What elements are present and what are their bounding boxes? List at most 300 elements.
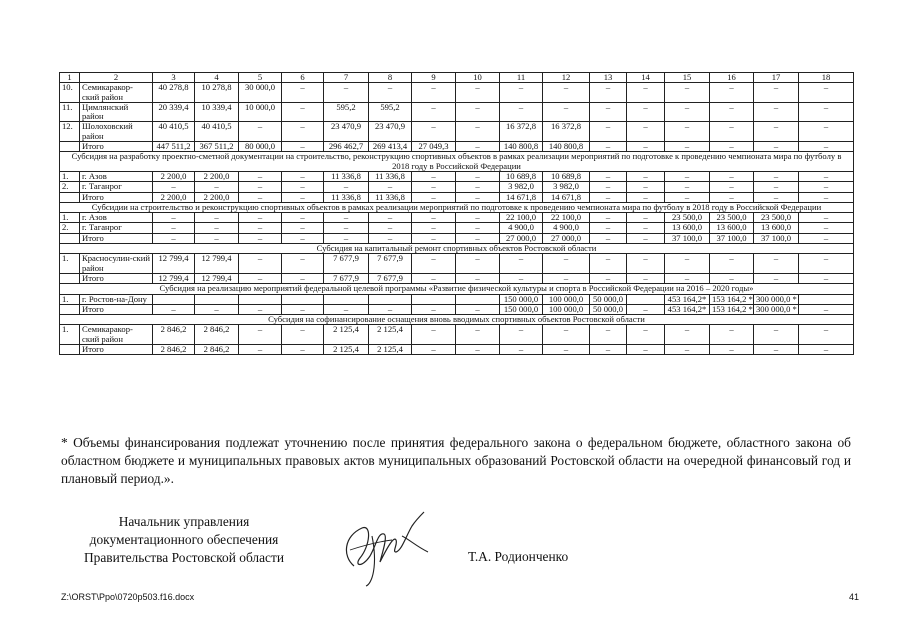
table-row <box>60 83 854 103</box>
page-number: 41 <box>848 592 859 602</box>
amount-cell: – <box>799 213 854 223</box>
amount-cell: – <box>153 223 195 233</box>
amount-cell: – <box>282 233 324 243</box>
amount-cell: 7 677,9 <box>369 254 412 274</box>
territory-cell: Итого <box>80 345 153 355</box>
amount-cell <box>195 294 239 304</box>
amount-cell: – <box>710 122 754 142</box>
amount-cell: – <box>799 273 854 283</box>
amount-cell: 4 900,0 <box>543 223 590 233</box>
amount-cell: – <box>590 102 627 122</box>
amount-cell: – <box>627 325 665 345</box>
amount-cell: 10 689,8 <box>500 171 543 181</box>
amount-cell: 20 339,4 <box>153 102 195 122</box>
row-index-cell <box>60 192 80 202</box>
amount-cell: 14 671,8 <box>500 192 543 202</box>
signatory-title-line: Правительства Ростовской области <box>83 550 285 565</box>
amount-cell: – <box>799 304 854 314</box>
amount-cell: – <box>799 345 854 355</box>
amount-cell: 13 600,0 <box>665 223 710 233</box>
amount-cell: 2 200,0 <box>195 192 239 202</box>
handwritten-signature <box>332 506 444 588</box>
amount-cell: – <box>456 142 500 152</box>
territory-cell: Семикаракор-ский район <box>80 83 153 103</box>
table-row <box>60 102 854 122</box>
amount-cell: – <box>710 102 754 122</box>
amount-cell <box>153 294 195 304</box>
amount-cell: – <box>324 223 369 233</box>
amount-cell: – <box>282 192 324 202</box>
amount-cell: – <box>799 142 854 152</box>
amount-cell: – <box>500 273 543 283</box>
amount-cell: – <box>590 345 627 355</box>
amount-cell: – <box>665 182 710 192</box>
territory-cell: Шолоховский район <box>80 122 153 142</box>
amount-cell: – <box>412 254 456 274</box>
amount-cell: – <box>590 213 627 223</box>
amount-cell: – <box>282 171 324 181</box>
section-heading: Субсидии на строительство и реконструкцию спортивных объектов в рамках реализации мероприятий по подготовке к проведению чемпионата мира по футболу в 2018 году в Российской Федерации <box>60 202 854 212</box>
amount-cell: 13 600,0 <box>710 223 754 233</box>
amount-cell: 50 000,0 <box>590 294 627 304</box>
amount-cell: 100 000,0 <box>543 304 590 314</box>
column-number: 6 <box>282 73 324 83</box>
amount-cell: – <box>412 102 456 122</box>
amount-cell: – <box>754 102 799 122</box>
amount-cell: – <box>153 182 195 192</box>
amount-cell: – <box>710 142 754 152</box>
section-heading-row <box>60 244 854 254</box>
amount-cell: – <box>500 345 543 355</box>
amount-cell: – <box>369 223 412 233</box>
amount-cell: – <box>369 304 412 314</box>
amount-cell: – <box>590 233 627 243</box>
table-row <box>60 345 854 355</box>
amount-cell: 2 125,4 <box>324 345 369 355</box>
amount-cell: – <box>710 171 754 181</box>
amount-cell: – <box>754 345 799 355</box>
amount-cell: 16 372,8 <box>543 122 590 142</box>
amount-cell: 4 900,0 <box>500 223 543 233</box>
row-index-cell: 2. <box>60 223 80 233</box>
amount-cell: 7 677,9 <box>324 254 369 274</box>
amount-cell: – <box>627 192 665 202</box>
amount-cell: – <box>754 83 799 103</box>
amount-cell: 27 049,3 <box>412 142 456 152</box>
row-index-cell: 1. <box>60 213 80 223</box>
amount-cell: 7 677,9 <box>324 273 369 283</box>
amount-cell: – <box>282 122 324 142</box>
amount-cell: – <box>500 83 543 103</box>
amount-cell: – <box>543 273 590 283</box>
amount-cell: 50 000,0 <box>590 304 627 314</box>
amount-cell: 367 511,2 <box>195 142 239 152</box>
amount-cell: – <box>239 325 282 345</box>
section-heading: Субсидия на софинансирование оснащения вновь вводимых спортивных объектов Ростовской области <box>60 315 854 325</box>
column-number: 14 <box>627 73 665 83</box>
amount-cell: – <box>627 142 665 152</box>
amount-cell: – <box>754 273 799 283</box>
amount-cell: 10 000,0 <box>239 102 282 122</box>
amount-cell: 296 462,7 <box>324 142 369 152</box>
amount-cell: – <box>710 192 754 202</box>
row-index-cell: 1. <box>60 171 80 181</box>
amount-cell: – <box>627 254 665 274</box>
amount-cell <box>282 294 324 304</box>
amount-cell: – <box>239 182 282 192</box>
amount-cell: – <box>456 102 500 122</box>
amount-cell: – <box>710 83 754 103</box>
territory-cell: г. Ростов-на-Дону <box>80 294 153 304</box>
amount-cell: – <box>665 273 710 283</box>
amount-cell: 40 410,5 <box>153 122 195 142</box>
table-row <box>60 325 854 345</box>
amount-cell: – <box>456 192 500 202</box>
amount-cell: – <box>456 233 500 243</box>
amount-cell: – <box>710 273 754 283</box>
amount-cell: – <box>799 171 854 181</box>
amount-cell: – <box>799 122 854 142</box>
amount-cell: 37 100,0 <box>754 233 799 243</box>
amount-cell: – <box>282 142 324 152</box>
amount-cell: – <box>412 213 456 223</box>
amount-cell: – <box>456 182 500 192</box>
amount-cell: – <box>324 233 369 243</box>
amount-cell: – <box>412 223 456 233</box>
footnote: * Объемы финансирования подлежат уточнению после принятия федерального закона о федеральном бюджете, областного закона об областном бюджете и муниципальных правовых актов муниципальных образований Ростовской области на очередной финансовый год и плановый период.». <box>61 435 851 486</box>
amount-cell <box>627 294 665 304</box>
column-number: 7 <box>324 73 369 83</box>
amount-cell: – <box>412 233 456 243</box>
amount-cell: 11 336,8 <box>324 171 369 181</box>
amount-cell: – <box>627 182 665 192</box>
table-row <box>60 233 854 243</box>
amount-cell: – <box>627 233 665 243</box>
amount-cell: – <box>543 102 590 122</box>
amount-cell: – <box>543 345 590 355</box>
amount-cell: – <box>627 171 665 181</box>
amount-cell: 2 846,2 <box>195 345 239 355</box>
amount-cell: – <box>710 182 754 192</box>
amount-cell: 23 470,9 <box>369 122 412 142</box>
amount-cell: 10 689,8 <box>543 171 590 181</box>
amount-cell: – <box>710 345 754 355</box>
column-number: 1 <box>60 73 80 83</box>
territory-cell: Семикаракор-ский район <box>80 325 153 345</box>
amount-cell: – <box>665 102 710 122</box>
amount-cell: 595,2 <box>369 102 412 122</box>
column-number: 18 <box>799 73 854 83</box>
row-index-cell <box>60 142 80 152</box>
amount-cell: – <box>456 171 500 181</box>
amount-cell: – <box>282 223 324 233</box>
row-index-cell <box>60 345 80 355</box>
amount-cell: 23 500,0 <box>665 213 710 223</box>
amount-cell: – <box>153 213 195 223</box>
file-path: Z:\ORST\Ppo\0720p503.f16.docx <box>61 592 195 602</box>
amount-cell: – <box>754 171 799 181</box>
amount-cell: – <box>456 304 500 314</box>
amount-cell: – <box>590 171 627 181</box>
row-index-cell: 2. <box>60 182 80 192</box>
amount-cell: 3 982,0 <box>543 182 590 192</box>
amount-cell: 2 846,2 <box>153 345 195 355</box>
amount-cell: – <box>412 83 456 103</box>
amount-cell: – <box>590 325 627 345</box>
amount-cell: 37 100,0 <box>710 233 754 243</box>
amount-cell: – <box>799 182 854 192</box>
amount-cell: – <box>456 122 500 142</box>
section-heading-row <box>60 152 854 172</box>
territory-cell: Итого <box>80 192 153 202</box>
territory-cell: Красносулин-ский район <box>80 254 153 274</box>
amount-cell: – <box>665 192 710 202</box>
amount-cell: 153 164,2 * <box>710 304 754 314</box>
amount-cell: – <box>239 304 282 314</box>
amount-cell: – <box>627 304 665 314</box>
amount-cell: 22 100,0 <box>543 213 590 223</box>
amount-cell: – <box>665 122 710 142</box>
amount-cell: – <box>590 83 627 103</box>
amount-cell: – <box>754 122 799 142</box>
row-index-cell: 10. <box>60 83 80 103</box>
amount-cell: – <box>590 192 627 202</box>
amount-cell: 453 164,2* <box>665 294 710 304</box>
amount-cell: 2 125,4 <box>369 345 412 355</box>
amount-cell: – <box>282 254 324 274</box>
amount-cell: 140 800,8 <box>543 142 590 152</box>
amount-cell: – <box>590 273 627 283</box>
territory-cell: г. Таганрог <box>80 223 153 233</box>
amount-cell: – <box>239 213 282 223</box>
amount-cell: 13 600,0 <box>754 223 799 233</box>
amount-cell: 23 500,0 <box>754 213 799 223</box>
amount-cell: – <box>195 213 239 223</box>
amount-cell: – <box>590 122 627 142</box>
amount-cell: – <box>412 325 456 345</box>
amount-cell: – <box>627 213 665 223</box>
column-number: 4 <box>195 73 239 83</box>
amount-cell: – <box>412 192 456 202</box>
table-row <box>60 213 854 223</box>
amount-cell <box>412 294 456 304</box>
amount-cell: 150 000,0 <box>500 304 543 314</box>
amount-cell: – <box>500 102 543 122</box>
amount-cell <box>369 294 412 304</box>
column-number: 3 <box>153 73 195 83</box>
amount-cell: 30 000,0 <box>239 83 282 103</box>
amount-cell: – <box>754 192 799 202</box>
amount-cell: – <box>195 182 239 192</box>
amount-cell: – <box>627 83 665 103</box>
amount-cell: 10 339,4 <box>195 102 239 122</box>
amount-cell: – <box>799 233 854 243</box>
amount-cell: – <box>324 213 369 223</box>
amount-cell: – <box>239 345 282 355</box>
amount-cell: – <box>665 171 710 181</box>
section-heading-row <box>60 315 854 325</box>
amount-cell: – <box>627 223 665 233</box>
section-heading: Субсидия на реализацию мероприятий федеральной целевой программы «Развитие физической культуры и спорта в Российской Федерации на 2016 – 2020 годы» <box>60 284 854 294</box>
amount-cell: – <box>799 192 854 202</box>
amount-cell: – <box>239 233 282 243</box>
amount-cell: – <box>282 83 324 103</box>
signatory-title <box>61 513 307 567</box>
amount-cell: 269 413,4 <box>369 142 412 152</box>
table-row <box>60 304 854 314</box>
amount-cell: 12 799,4 <box>153 273 195 283</box>
column-number: 11 <box>500 73 543 83</box>
amount-cell: – <box>710 325 754 345</box>
amount-cell: 80 000,0 <box>239 142 282 152</box>
territory-cell: г. Азов <box>80 213 153 223</box>
amount-cell: – <box>412 171 456 181</box>
amount-cell: 22 100,0 <box>500 213 543 223</box>
amount-cell: – <box>239 254 282 274</box>
amount-cell: 16 372,8 <box>500 122 543 142</box>
amount-cell: 7 677,9 <box>369 273 412 283</box>
amount-cell: – <box>195 223 239 233</box>
amount-cell: – <box>369 233 412 243</box>
amount-cell: – <box>412 304 456 314</box>
amount-cell <box>324 294 369 304</box>
amount-cell: 300 000,0 * <box>754 294 799 304</box>
section-heading-row <box>60 202 854 212</box>
column-number: 17 <box>754 73 799 83</box>
amount-cell: – <box>282 325 324 345</box>
table-row <box>60 122 854 142</box>
amount-cell: 11 336,8 <box>369 171 412 181</box>
amount-cell: – <box>799 254 854 274</box>
amount-cell: – <box>412 122 456 142</box>
amount-cell: – <box>412 345 456 355</box>
amount-cell: 2 846,2 <box>153 325 195 345</box>
amount-cell: – <box>500 254 543 274</box>
column-number: 10 <box>456 73 500 83</box>
column-number: 13 <box>590 73 627 83</box>
table-header-row <box>60 73 854 83</box>
amount-cell: 2 125,4 <box>369 325 412 345</box>
amount-cell: 2 200,0 <box>153 192 195 202</box>
table-row <box>60 142 854 152</box>
amount-cell <box>239 294 282 304</box>
column-number: 2 <box>80 73 153 83</box>
row-index-cell: 12. <box>60 122 80 142</box>
amount-cell: – <box>239 192 282 202</box>
row-index-cell: 11. <box>60 102 80 122</box>
amount-cell: – <box>799 102 854 122</box>
amount-cell: – <box>665 83 710 103</box>
amount-cell: – <box>500 325 543 345</box>
amount-cell: 153 164,2 * <box>710 294 754 304</box>
amount-cell: – <box>456 213 500 223</box>
amount-cell: 27 000,0 <box>543 233 590 243</box>
amount-cell: – <box>239 171 282 181</box>
amount-cell: – <box>627 273 665 283</box>
amount-cell: – <box>195 304 239 314</box>
amount-cell: 12 799,4 <box>195 273 239 283</box>
signatory-title-line: документационного обеспечения <box>89 532 279 547</box>
amount-cell: – <box>754 182 799 192</box>
amount-cell: 10 278,8 <box>195 83 239 103</box>
amount-cell: – <box>369 182 412 192</box>
amount-cell: – <box>456 345 500 355</box>
amount-cell: – <box>456 325 500 345</box>
row-index-cell: 1. <box>60 254 80 274</box>
section-heading: Субсидия на капитальный ремонт спортивных объектов Ростовской области <box>60 244 854 254</box>
territory-cell: Итого <box>80 142 153 152</box>
amount-cell: – <box>239 223 282 233</box>
signatory-title-line: Начальник управления <box>118 514 250 529</box>
amount-cell: – <box>153 233 195 243</box>
amount-cell: – <box>412 182 456 192</box>
subsidy-table <box>59 72 854 355</box>
column-number: 15 <box>665 73 710 83</box>
amount-cell: – <box>456 273 500 283</box>
amount-cell: – <box>754 142 799 152</box>
amount-cell: – <box>153 304 195 314</box>
amount-cell: – <box>412 273 456 283</box>
amount-cell: – <box>665 345 710 355</box>
amount-cell: 100 000,0 <box>543 294 590 304</box>
amount-cell: – <box>282 182 324 192</box>
amount-cell: – <box>799 223 854 233</box>
amount-cell: 2 125,4 <box>324 325 369 345</box>
amount-cell: – <box>369 83 412 103</box>
amount-cell: – <box>799 325 854 345</box>
territory-cell: г. Таганрог <box>80 182 153 192</box>
amount-cell: – <box>543 325 590 345</box>
amount-cell <box>456 294 500 304</box>
amount-cell: 595,2 <box>324 102 369 122</box>
amount-cell: – <box>627 102 665 122</box>
amount-cell: – <box>195 233 239 243</box>
amount-cell: 447 511,2 <box>153 142 195 152</box>
amount-cell: 140 800,8 <box>500 142 543 152</box>
amount-cell: 2 200,0 <box>195 171 239 181</box>
amount-cell: 3 982,0 <box>500 182 543 192</box>
section-heading-row <box>60 284 854 294</box>
column-number: 12 <box>543 73 590 83</box>
column-number: 8 <box>369 73 412 83</box>
amount-cell: – <box>665 142 710 152</box>
amount-cell: – <box>324 83 369 103</box>
amount-cell: – <box>590 223 627 233</box>
amount-cell: 300 000,0 * <box>754 304 799 314</box>
amount-cell: 14 671,8 <box>543 192 590 202</box>
table-row <box>60 254 854 274</box>
amount-cell: – <box>627 122 665 142</box>
row-index-cell <box>60 233 80 243</box>
amount-cell: – <box>282 213 324 223</box>
amount-cell: – <box>282 345 324 355</box>
amount-cell: – <box>324 182 369 192</box>
amount-cell: – <box>710 254 754 274</box>
amount-cell: 2 846,2 <box>195 325 239 345</box>
amount-cell: 12 799,4 <box>195 254 239 274</box>
amount-cell: 11 336,8 <box>369 192 412 202</box>
row-index-cell <box>60 273 80 283</box>
table-row <box>60 223 854 233</box>
amount-cell: 150 000,0 <box>500 294 543 304</box>
amount-cell: – <box>543 254 590 274</box>
amount-cell: 453 164,2* <box>665 304 710 314</box>
amount-cell: – <box>543 83 590 103</box>
column-number: 5 <box>239 73 282 83</box>
amount-cell: 11 336,8 <box>324 192 369 202</box>
amount-cell: – <box>324 304 369 314</box>
amount-cell: – <box>239 122 282 142</box>
